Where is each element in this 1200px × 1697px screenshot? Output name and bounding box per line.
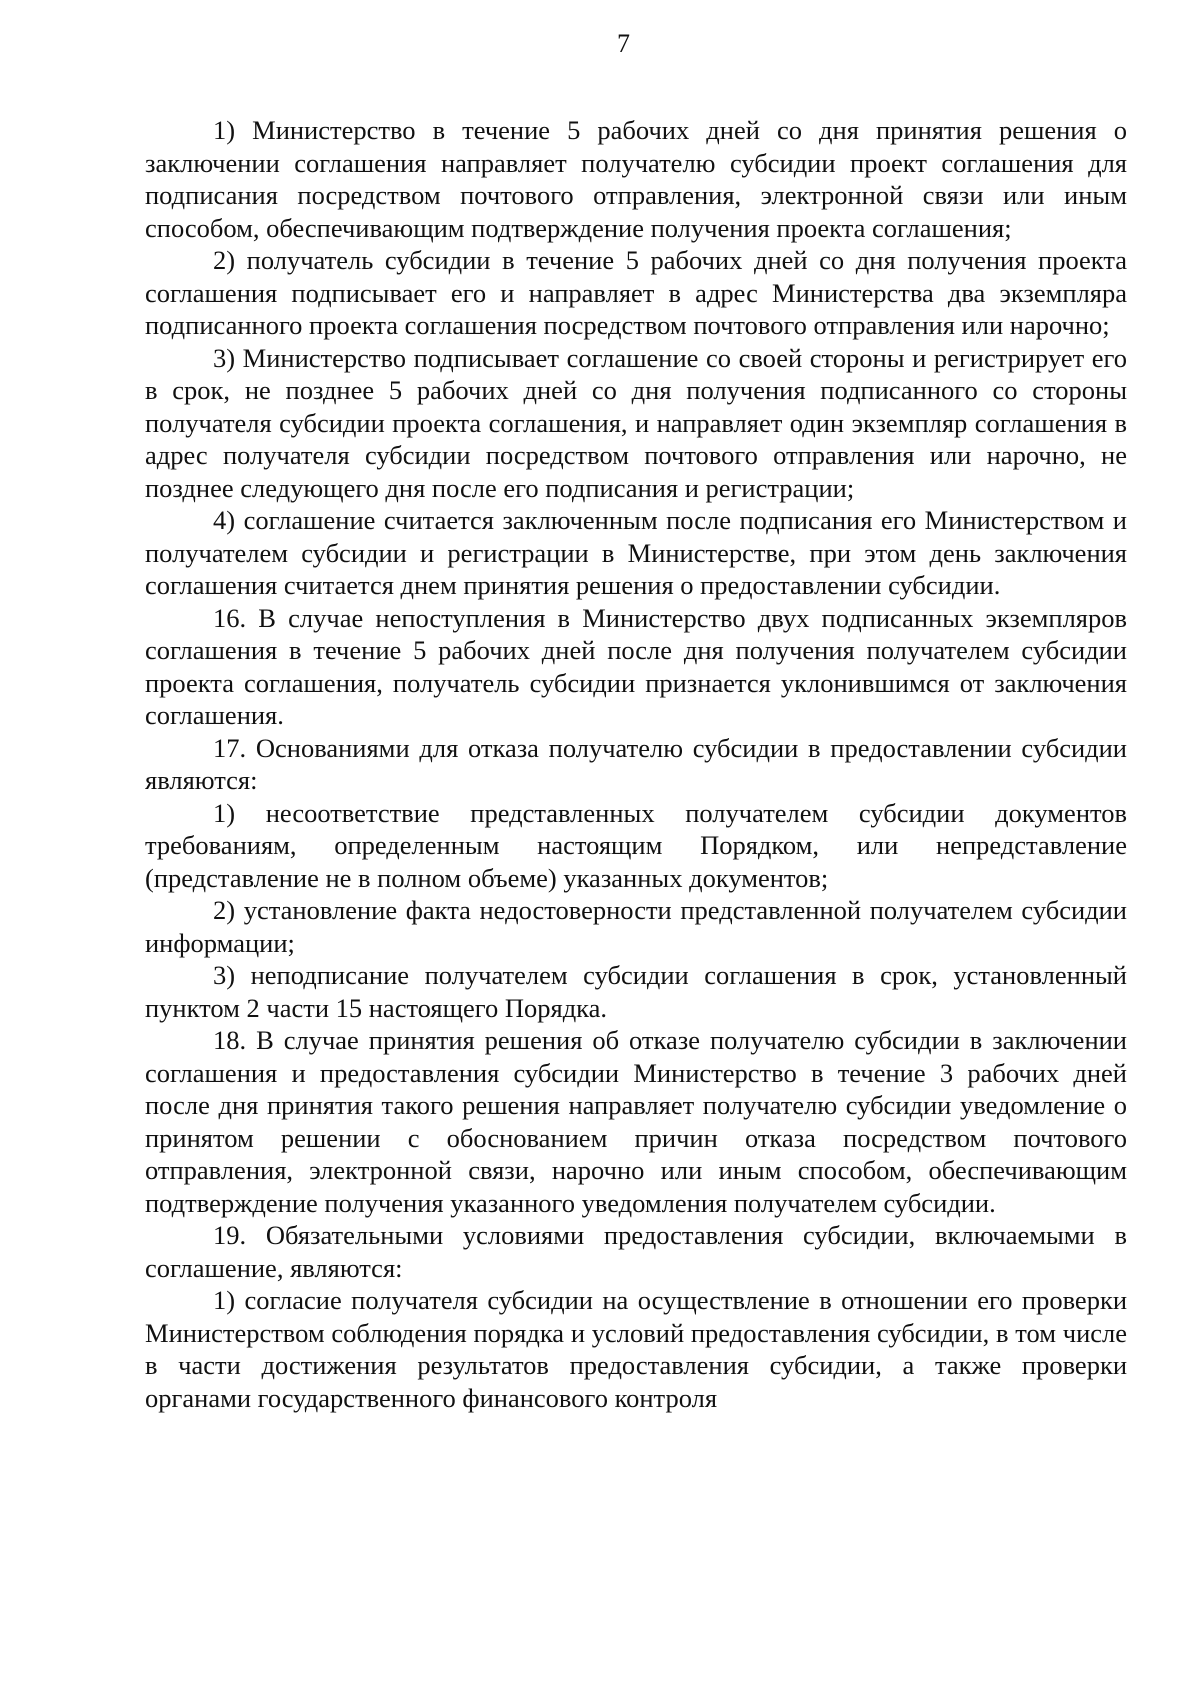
- paragraph-1: 1) Министерство в течение 5 рабочих дней со дня принятия решения о заключении соглашения направляет получателю субсидии проект соглашения для подписания посредством почтового отправления, электронной связи или иным способом, обеспечивающим подтверждение получения проекта соглашения;: [145, 115, 1127, 243]
- paragraph-4: 4) соглашение считается заключенным после подписания его Министерством и получателем субсидии и регистрации в Министерстве, при этом день заключения соглашения считается днем принятия решения о предоставлении субсидии.: [145, 505, 1127, 600]
- paragraph-11: 19. Обязательными условиями предоставления субсидии, включаемыми в соглашение, являются:: [145, 1220, 1127, 1283]
- document-body: [145, 114, 1127, 1414]
- paragraph-8: 2) установление факта недостоверности представленной получателем субсидии информации;: [145, 895, 1127, 958]
- paragraph-5: 16. В случае непоступления в Министерство двух подписанных экземпляров соглашения в течение 5 рабочих дней после дня получения получателем субсидии проекта соглашения, получатель субсидии признается уклонившимся от заключения соглашения.: [145, 602, 1127, 730]
- paragraph-6: 17. Основаниями для отказа получателю субсидии в предоставлении субсидии являются:: [145, 732, 1127, 795]
- paragraph-7: 1) несоответствие представленных получателем субсидии документов требованиям, определенным настоящим Порядком, или непредставление (представление не в полном объеме) указанных документов;: [145, 797, 1127, 893]
- paragraph-9: 3) неподписание получателем субсидии соглашения в срок, установленный пунктом 2 части 15 настоящего Порядка.: [145, 960, 1127, 1023]
- paragraph-12: 1) согласие получателя субсидии на осуществление в отношении его проверки Министерством соблюдения порядка и условий предоставления субсидии, в том числе в части достижения результатов предоставления субсидии, а также проверки органами государственного финансового контроля: [145, 1285, 1127, 1413]
- page-number: 7: [617, 29, 630, 58]
- paragraph-10: 18. В случае принятия решения об отказе получателю субсидии в заключении соглашения и предоставления субсидии Министерство в течение 3 рабочих дней после дня принятия такого решения направляет получателю субсидии уведомление о принятом решении с обоснованием причин отказа посредством почтового отправления, электронной связи, нарочно или иным способом, обеспечивающим подтверждение получения указанного уведомления получателем субсидии.: [145, 1025, 1127, 1218]
- paragraph-2: 2) получатель субсидии в течение 5 рабочих дней со дня получения проекта соглашения подписывает его и направляет в адрес Министерства два экземпляра подписанного проекта соглашения посредством почтового отправления или нарочно;: [145, 245, 1127, 340]
- paragraph-3: 3) Министерство подписывает соглашение со своей стороны и регистрирует его в срок, не позднее 5 рабочих дней со дня получения подписанного со стороны получателя субсидии проекта соглашения, и направляет один экземпляр соглашения в адрес получателя субсидии посредством почтового отправления или нарочно, не позднее следующего дня после его подписания и регистрации;: [145, 342, 1127, 503]
